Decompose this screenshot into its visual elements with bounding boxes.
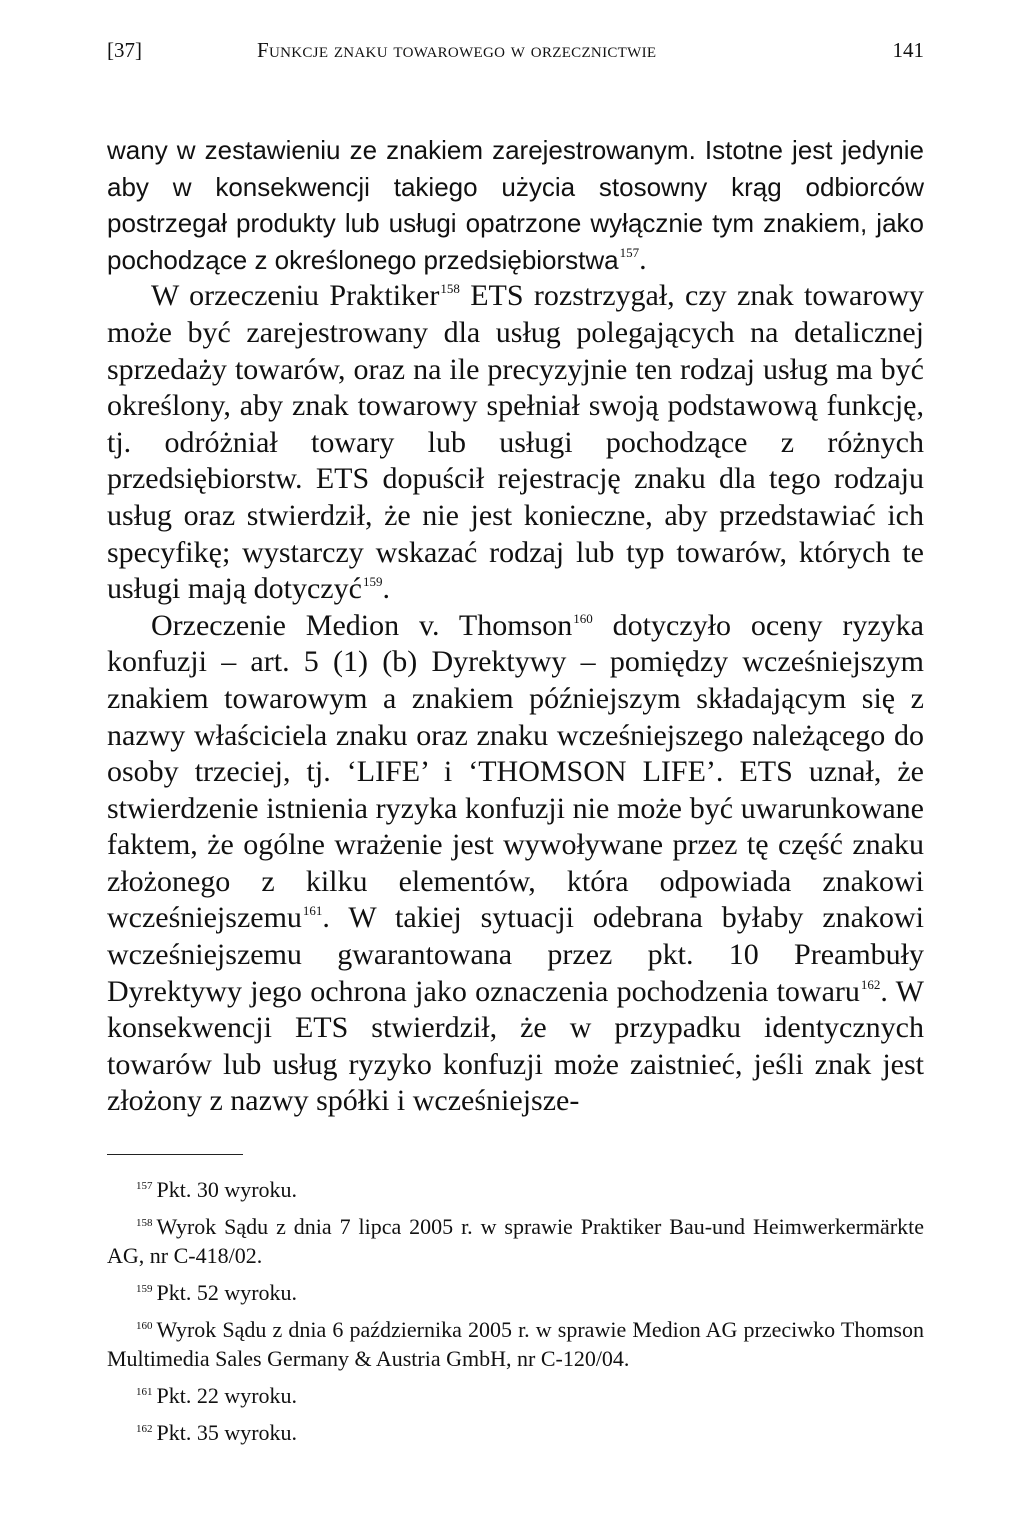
footnote-text: Pkt. 30 wyroku. bbox=[156, 1177, 298, 1203]
paragraph-text: . bbox=[639, 242, 647, 276]
paragraph-text: Orzeczenie Medion v. Thomson bbox=[151, 608, 573, 642]
footnote-reference: 162 bbox=[860, 976, 881, 992]
footnotes bbox=[107, 1175, 924, 1447]
footnote bbox=[107, 1278, 924, 1307]
paragraph-text: . bbox=[382, 572, 390, 606]
paragraph-text: ETS rozstrzygał, czy znak towarowy może być zarejestrowany dla usług polegających na detalicznej sprzedaży towarów, oraz na ile precyzyjnie ten rodzaj usług ma być określony, aby znak towarowy spełniał swoją podstawową funkcję, tj. odróżniał towary lub usługi pochodzące z różnych przedsiębiorstw. ETS dopuścił rejestrację znaku dla tego rodzaju usług oraz stwierdził, że nie jest konieczne, aby przedstawiać ich specyfikę; wystarczy wskazać rodzaj lub typ towarów, których te usługi mają dotyczyć bbox=[107, 279, 924, 606]
footnote bbox=[107, 1418, 924, 1447]
paragraph-text: . W konsekwencji ETS stwierdził, że w przypadku identycznych towarów lub usług ryzyko konfuzji może zaistnieć, jeśli znak jest złożony z nazwy spółki i wcześniejsze- bbox=[107, 974, 924, 1118]
footnote-number: 159 bbox=[136, 1283, 153, 1296]
footnote-text: Pkt. 52 wyroku. bbox=[156, 1280, 298, 1306]
paragraph-text: wany w zestawieniu ze znakiem zarejestrowanym. Istotne jest jedynie aby w konsekwencji takiego użycia stosowny krąg odbiorców postrzegał produkty lub usługi opatrzone wyłącznie tym znakiem, jako pochodzące z określonego przedsiębiorstwa bbox=[107, 135, 924, 275]
book-page bbox=[107, 30, 924, 1455]
footnote bbox=[107, 1175, 924, 1204]
footnote-reference: 161 bbox=[302, 903, 323, 919]
footnote-reference: 160 bbox=[573, 610, 593, 626]
footnote-number: 157 bbox=[136, 1180, 153, 1193]
footnote bbox=[107, 1315, 924, 1373]
paragraph bbox=[107, 132, 924, 278]
footnote-text: Pkt. 22 wyroku. bbox=[156, 1383, 298, 1409]
paragraph bbox=[107, 608, 924, 1120]
footnote-reference: 157 bbox=[619, 244, 640, 260]
running-title: Funkcje znaku towarowego w orzecznictwie bbox=[257, 38, 657, 62]
footnote-number: 158 bbox=[136, 1217, 153, 1230]
body-text bbox=[107, 132, 924, 1120]
page-number: 141 bbox=[892, 38, 924, 62]
footnote-reference: 159 bbox=[362, 574, 383, 590]
footnote bbox=[107, 1381, 924, 1410]
footnote-number: 161 bbox=[136, 1386, 153, 1399]
footnote-text: Wyrok Sądu z dnia 6 października 2005 r. w sprawie Medion AG przeciwko Thomson Multimedia Sales Germany & Austria GmbH, nr C-120/04. bbox=[107, 1317, 924, 1372]
footnote bbox=[107, 1212, 924, 1270]
paragraph-text: . W takiej sytuacji odebrana byłaby znakowi wcześniejszemu gwarantowana przez pkt. 10 Preambuły Dyrektywy jego ochrona jako oznaczenia pochodzenia towaru bbox=[107, 901, 924, 1008]
footnote-text: Pkt. 35 wyroku. bbox=[156, 1420, 298, 1446]
footnote-number: 160 bbox=[136, 1320, 153, 1333]
paragraph-text: W orzeczeniu Praktiker bbox=[151, 279, 440, 313]
section-number: [37] bbox=[107, 38, 142, 62]
paragraph-text: dotyczyło oceny ryzyka konfuzji – art. 5 (1) (b) Dyrektywy – pomiędzy wcześniejszym znakiem towarowym a znakiem późniejszym składającym się z nazwy właściciela znaku oraz znaku wcześniejszego należącego do osoby trzeciej, tj. ‘LIFE’ i ‘THOMSON LIFE’. ETS uznał, że stwierdzenie istnienia ryzyka konfuzji nie może być uwarunkowane faktem, że ogólne wrażenie jest wywoływane przez tę część znaku złożonego z kilku elementów, która odpowiada znakowi wcześniejszemu bbox=[107, 608, 924, 935]
paragraph bbox=[107, 278, 924, 607]
running-head bbox=[107, 30, 924, 70]
footnote-separator bbox=[107, 1154, 243, 1155]
footnote-number: 162 bbox=[136, 1423, 153, 1436]
footnote-text: Wyrok Sądu z dnia 7 lipca 2005 r. w sprawie Praktiker Bau-und Heimwerkermärkte AG, nr C-418/02. bbox=[107, 1214, 924, 1269]
footnote-reference: 158 bbox=[440, 281, 460, 297]
